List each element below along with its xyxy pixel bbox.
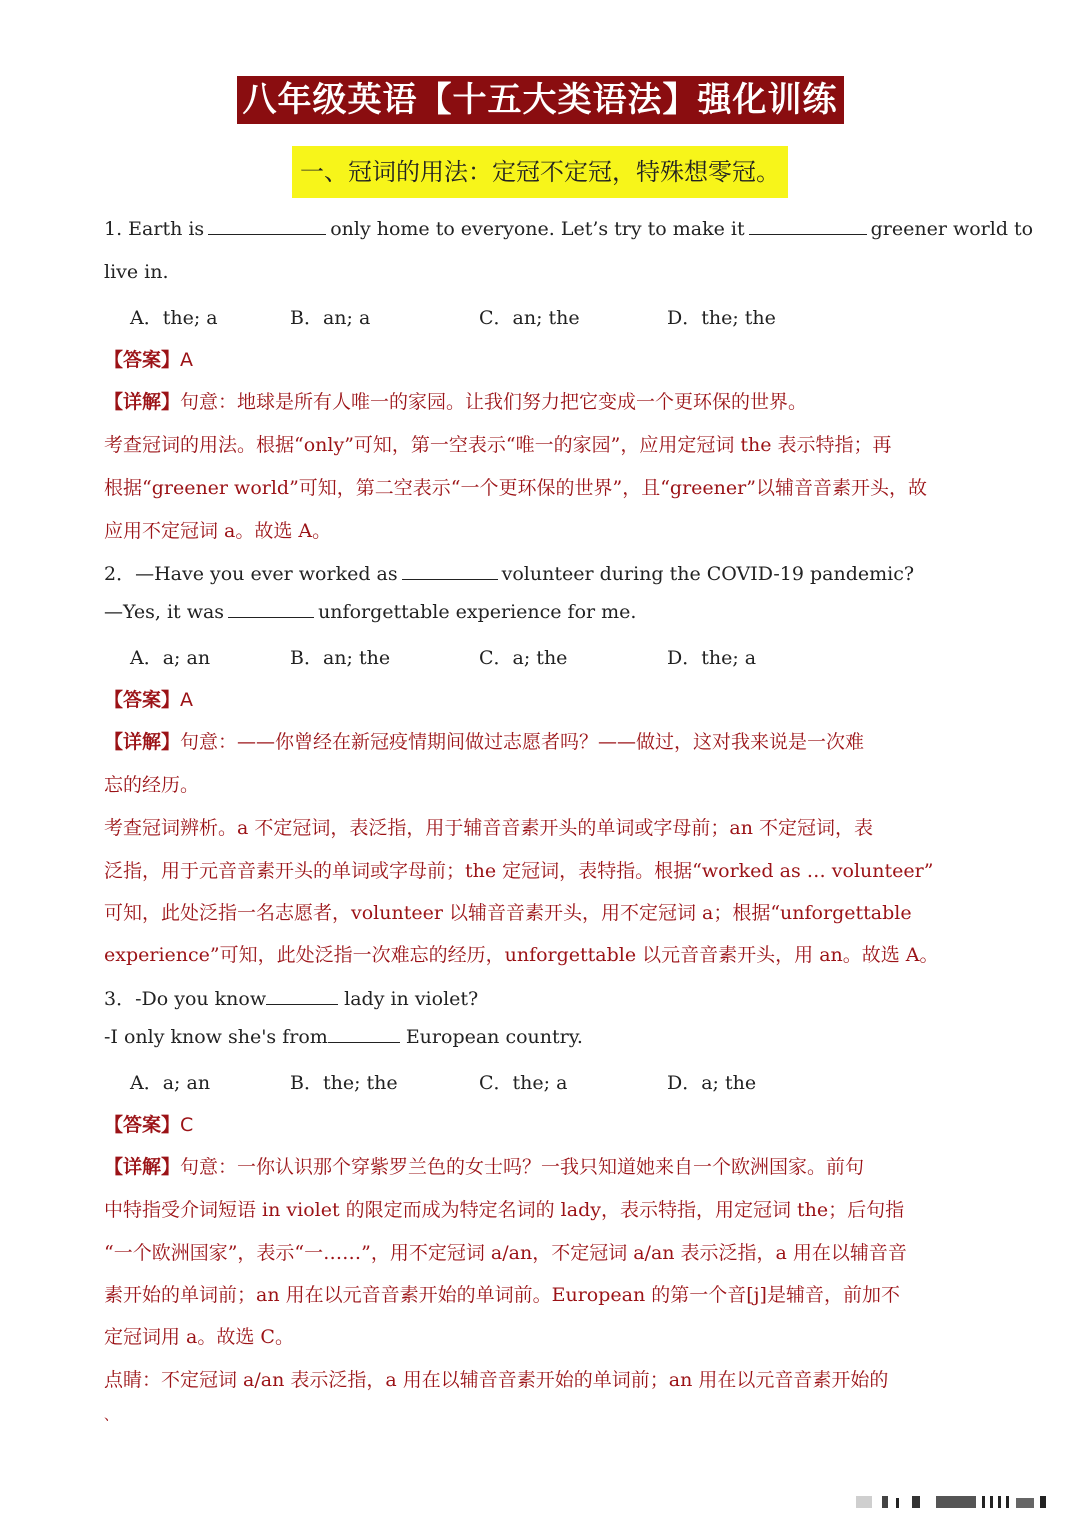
- answer-blank: [208, 233, 326, 235]
- detail-line: [104, 1152, 984, 1179]
- question-text: 3．-Do you know: [104, 988, 267, 1010]
- section-heading-banner: [0, 146, 1080, 198]
- option-a: A．the; a: [130, 307, 218, 329]
- answer-value: A: [180, 689, 194, 711]
- question-2-line-2: [104, 601, 984, 623]
- detail-text: 定冠词用 a。故选 C。: [104, 1326, 294, 1348]
- scan-artifact-icon: [856, 1494, 1056, 1510]
- question-2-line-1: [104, 559, 984, 586]
- option-c: C．a; the: [479, 647, 568, 669]
- answer-tag: 【答案】: [104, 349, 181, 371]
- option-b: B．an; the: [290, 647, 391, 669]
- question-text: 1. Earth is: [104, 218, 205, 240]
- answer-line: [104, 345, 984, 372]
- detail-text: 考查冠词辨析。a 不定冠词，表泛指，用于辅音音素开头的单词或字母前；an 不定冠词，表: [104, 817, 873, 839]
- answer-blank: [402, 578, 498, 580]
- answer-value: C: [180, 1114, 194, 1136]
- answer-value: A: [180, 349, 194, 371]
- tip-text: 不定冠词 a/an 表示泛指，a 用在以辅音音素开始的单词前；an 用在以元音音素开始的: [161, 1369, 889, 1391]
- detail-text: “一个欧洲国家”，表示“一……”，用不定冠词 a/an，不定冠词 a/an 表示泛指，a 用在以辅音音: [104, 1242, 907, 1264]
- detail-text: 句意：——你曾经在新冠疫情期间做过志愿者吗？——做过，这对我来说是一次难: [180, 731, 865, 753]
- tip-tag: 点睛：: [104, 1369, 162, 1391]
- question-text: -I only know she's from: [104, 1026, 328, 1048]
- option-c: C．an; the: [479, 307, 580, 329]
- answer-blank: [328, 1041, 400, 1043]
- question-1-line-1: [104, 218, 1034, 240]
- question-text: European country.: [405, 1026, 583, 1048]
- option-d: D．a; the: [667, 1072, 757, 1094]
- question-text: volunteer during the COVID-19 pandemic?: [501, 563, 915, 585]
- tip-line: [104, 1365, 984, 1392]
- question-1-line-2: live in.: [104, 261, 169, 283]
- title-banner: [0, 76, 1080, 124]
- answer-line: [104, 685, 984, 712]
- detail-text: 可知，此处泛指一名志愿者，volunteer 以辅音音素开头，用不定冠词 a；根据“unforgettable: [104, 902, 912, 924]
- answer-tag: 【答案】: [104, 689, 181, 711]
- detail-text: 素开始的单词前；an 用在以元音音素开始的单词前。European 的第一个音[j]是辅音，前加不: [104, 1284, 900, 1306]
- detail-text: 句意：地球是所有人唯一的家园。让我们努力把它变成一个更环保的世界。: [180, 391, 808, 413]
- answer-blank: [749, 233, 867, 235]
- detail-text: 根据“greener world”可知，第二空表示“一个更环保的世界”，且“greener”以辅音音素开头，故: [104, 477, 927, 499]
- question-text: greener world to: [870, 218, 1034, 240]
- detail-text: 忘的经历。: [104, 774, 200, 796]
- detail-tag: 【详解】: [104, 731, 181, 753]
- option-d: D．the; the: [667, 307, 776, 329]
- question-text: —Yes, it was: [104, 601, 225, 623]
- tip-text: 、: [104, 1408, 118, 1424]
- option-d: D．the; a: [667, 647, 757, 669]
- answer-blank: [266, 1003, 338, 1005]
- option-c: C．the; a: [479, 1072, 568, 1094]
- detail-line: [104, 727, 984, 754]
- option-b: B．an; a: [290, 307, 371, 329]
- answer-blank: [228, 616, 314, 618]
- question-text: only home to everyone. Let’s try to make it: [330, 218, 745, 240]
- detail-text: 中特指受介词短语 in violet 的限定而成为特定名词的 lady，表示特指，用定冠词 the；后句指: [104, 1199, 905, 1221]
- detail-text: 考查冠词的用法。根据“only”可知，第一空表示“唯一的家园”，应用定冠词 the 表示特指；再: [104, 434, 892, 456]
- question-text: lady in violet?: [344, 988, 479, 1010]
- option-a: A．a; an: [130, 647, 211, 669]
- answer-line: [104, 1110, 984, 1137]
- detail-line: [104, 387, 984, 414]
- section-heading: 一、冠词的用法：定冠不定冠，特殊想零冠。: [292, 146, 788, 198]
- option-b: B．the; the: [290, 1072, 398, 1094]
- detail-text: 泛指，用于元音音素开头的单词或字母前；the 定冠词，表特指。根据“worked as … volunteer”: [104, 860, 934, 882]
- detail-tag: 【详解】: [104, 391, 181, 413]
- detail-tag: 【详解】: [104, 1156, 181, 1178]
- question-text: unforgettable experience for me.: [318, 601, 637, 623]
- question-3-line-1: [104, 984, 984, 1011]
- answer-tag: 【答案】: [104, 1114, 181, 1136]
- option-a: A．a; an: [130, 1072, 211, 1094]
- question-text: 2．—Have you ever worked as: [104, 563, 398, 585]
- detail-text: 句意：一你认识那个穿紫罗兰色的女士吗？一我只知道她来自一个欧洲国家。前句: [180, 1156, 865, 1178]
- question-3-line-2: [104, 1026, 984, 1048]
- detail-text: 应用不定冠词 a。故选 A。: [104, 520, 332, 542]
- detail-text: experience”可知，此处泛指一次难忘的经历，unforgettable 以元音音素开头，用 an。故选 A。: [104, 944, 939, 966]
- page-title: 八年级英语【十五大类语法】强化训练: [237, 76, 844, 124]
